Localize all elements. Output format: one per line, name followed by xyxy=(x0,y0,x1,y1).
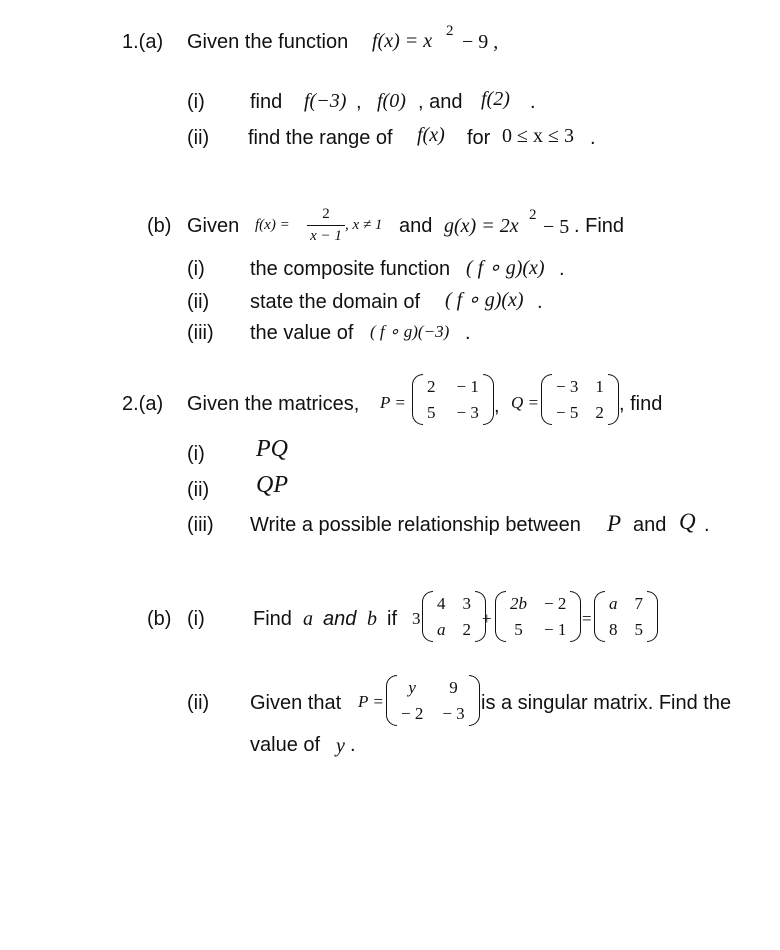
q1b-iii-number: (iii) xyxy=(187,322,214,344)
matrix-M2-r1c1: 2b xyxy=(510,594,527,613)
matrix-M2-r2c1: 5 xyxy=(514,619,523,639)
q2b-i-and: and xyxy=(323,608,357,630)
q2a-iii-and: and xyxy=(633,514,667,536)
q2b-i-coefficient: 3 xyxy=(412,609,421,628)
q1a-i-find: find xyxy=(250,91,283,113)
q2b-ii-given: Given that xyxy=(250,692,342,714)
q1a-i-f-2: f(2) xyxy=(481,88,510,110)
q1a-ii-range: 0 ≤ x ≤ 3 xyxy=(502,125,574,147)
q2b-i-plus: + xyxy=(482,609,492,628)
q1b-and: and xyxy=(399,215,433,237)
q1a-i-comma1: , xyxy=(356,91,362,113)
q1b-i-expression: ( f ∘ g)(x) xyxy=(466,257,545,279)
matrix-M3-right-bracket xyxy=(647,591,658,642)
q1a-i-number: (i) xyxy=(187,91,205,113)
matrix-P-left-bracket xyxy=(412,374,423,425)
q2b-label: (b) xyxy=(147,608,172,630)
q2a-comma: , xyxy=(494,395,500,417)
matrix-M3-r1c1: a xyxy=(609,594,618,613)
q2b-ii-P-label: P = xyxy=(358,692,384,711)
q1a-i-f-0: f(0) xyxy=(377,90,406,112)
q2b-ii-line2: value of xyxy=(250,734,321,756)
q2a-Q-label: Q = xyxy=(511,393,539,412)
q1b-iii-text: the value of xyxy=(250,322,354,344)
q1a-i-end: . xyxy=(530,91,536,113)
q1a-ii-f: f(x) xyxy=(417,124,445,146)
q2a-P-label: P = xyxy=(380,393,406,412)
matrix-M3-r2c1: 8 xyxy=(609,619,618,639)
q1b-ii-number: (ii) xyxy=(187,291,210,313)
q1-label: 1.(a) xyxy=(122,31,164,53)
q1b-f-lhs: f(x) = xyxy=(255,217,290,233)
q2b-i-find: Find xyxy=(253,608,292,630)
q2a-i-number: (i) xyxy=(187,443,205,465)
matrix-Q-right-bracket xyxy=(608,374,619,425)
q2a-iii-text: Write a possible relationship between xyxy=(250,514,581,536)
matrix-Q-left-bracket xyxy=(541,374,552,425)
matrix-M4-left-bracket xyxy=(386,675,397,726)
q1b-fraction-denominator: x − 1 xyxy=(310,228,342,244)
matrix-P-r1c1: 2 xyxy=(427,377,436,396)
matrix-Q-r1c1: − 3 xyxy=(556,377,579,396)
q1a-ii-end: . xyxy=(590,127,596,149)
q2b-i-number: (i) xyxy=(187,608,205,630)
q1b-given: Given xyxy=(187,215,240,237)
q1b-g-function: g(x) = 2x xyxy=(444,215,519,237)
matrix-M4-right-bracket xyxy=(469,675,480,726)
q1a-function: f(x) = x xyxy=(372,30,433,52)
q1b-ii-end: . xyxy=(537,291,543,313)
q1b-condition: , x ≠ 1 xyxy=(345,217,383,233)
matrix-P-r2c2: − 3 xyxy=(456,402,479,422)
q1b-label: (b) xyxy=(147,215,172,237)
matrix-Q-r2c2: 2 xyxy=(595,402,604,422)
matrix-M3-r1c2: 7 xyxy=(634,594,643,613)
q1b-fraction xyxy=(307,206,345,245)
matrix-M3-r2c2: 5 xyxy=(634,619,643,639)
q2a-intro: Given the matrices, xyxy=(187,393,360,415)
q2b-ii-end: . xyxy=(350,734,356,756)
matrix-M4-r2c2: − 3 xyxy=(442,703,465,723)
q1b-i-number: (i) xyxy=(187,258,205,280)
q1b-fraction-bar xyxy=(307,225,345,226)
q1b-ii-text: state the domain of xyxy=(250,291,421,313)
matrix-M2-r1c2: − 2 xyxy=(544,594,567,613)
matrix-M4-r2c1: − 2 xyxy=(401,703,424,723)
q1b-i-end: . xyxy=(559,258,565,280)
matrix-M4-r1c2: 9 xyxy=(449,678,458,697)
q2a-i-expression: PQ xyxy=(256,436,288,462)
q1b-g-exponent: 2 xyxy=(529,207,537,223)
matrix-M1-r1c1: 4 xyxy=(437,594,446,613)
matrix-M1-r1c2: 3 xyxy=(462,594,471,613)
q1a-i-and: , and xyxy=(418,91,463,113)
matrix-M3-left-bracket xyxy=(594,591,605,642)
q1b-find: . Find xyxy=(574,215,625,237)
q2a-iii-Q: Q xyxy=(679,509,696,534)
matrix-P-r2c1: 5 xyxy=(427,402,436,422)
q1a-intro: Given the function xyxy=(187,31,349,53)
matrix-M1-r2c2: 2 xyxy=(462,619,471,639)
q2b-ii-y: y xyxy=(336,735,345,757)
matrix-M1-r2c1: a xyxy=(437,619,446,639)
q1b-g-tail: − 5 xyxy=(543,216,570,238)
q2a-ii-expression: QP xyxy=(256,472,288,498)
q2b-i-if: if xyxy=(387,608,397,630)
q2-label: 2.(a) xyxy=(122,393,164,415)
matrix-M2 xyxy=(495,591,581,642)
q1b-fraction-numerator: 2 xyxy=(322,206,330,222)
matrix-M2-left-bracket xyxy=(495,591,506,642)
q1a-ii-text: find the range of xyxy=(248,127,393,149)
q1a-i-f-minus3: f(−3) xyxy=(304,90,347,112)
q2a-find: , find xyxy=(619,393,663,415)
q2a-iii-end: . xyxy=(704,514,710,536)
matrix-M2-right-bracket xyxy=(570,591,581,642)
q2b-i-a: a xyxy=(303,608,313,630)
matrix-P xyxy=(412,374,494,425)
matrix-Q xyxy=(541,374,619,425)
matrix-Q-r1c2: 1 xyxy=(595,377,604,396)
matrix-P-r1c2: − 1 xyxy=(456,377,479,396)
q1b-ii-expression: ( f ∘ g)(x) xyxy=(445,289,524,311)
matrix-M1-left-bracket xyxy=(422,591,433,642)
q1a-function-tail: − 9 , xyxy=(462,31,499,53)
q2a-iii-P: P xyxy=(607,511,622,536)
q1a-exponent: 2 xyxy=(446,23,454,39)
q2b-ii-tail: is a singular matrix. Find the xyxy=(481,692,732,714)
q1b-iii-end: . xyxy=(465,322,471,344)
q1b-iii-expression: ( f ∘ g)(−3) xyxy=(370,322,450,341)
q1a-ii-for: for xyxy=(467,127,491,149)
q2b-i-equals: = xyxy=(582,609,592,628)
matrix-M4 xyxy=(386,675,480,726)
matrix-Q-r2c1: − 5 xyxy=(556,402,579,422)
matrix-M2-r2c2: − 1 xyxy=(544,619,567,639)
matrix-M4-r1c1: y xyxy=(408,678,416,697)
q2a-iii-number: (iii) xyxy=(187,514,214,536)
matrix-M1 xyxy=(422,591,486,642)
matrix-P-right-bracket xyxy=(483,374,494,425)
q2a-ii-number: (ii) xyxy=(187,479,210,501)
q2b-i-b: b xyxy=(367,608,377,630)
q1b-i-text: the composite function xyxy=(250,258,451,280)
q1a-ii-number: (ii) xyxy=(187,127,210,149)
q2b-ii-number: (ii) xyxy=(187,692,210,714)
matrix-M3 xyxy=(594,591,658,642)
